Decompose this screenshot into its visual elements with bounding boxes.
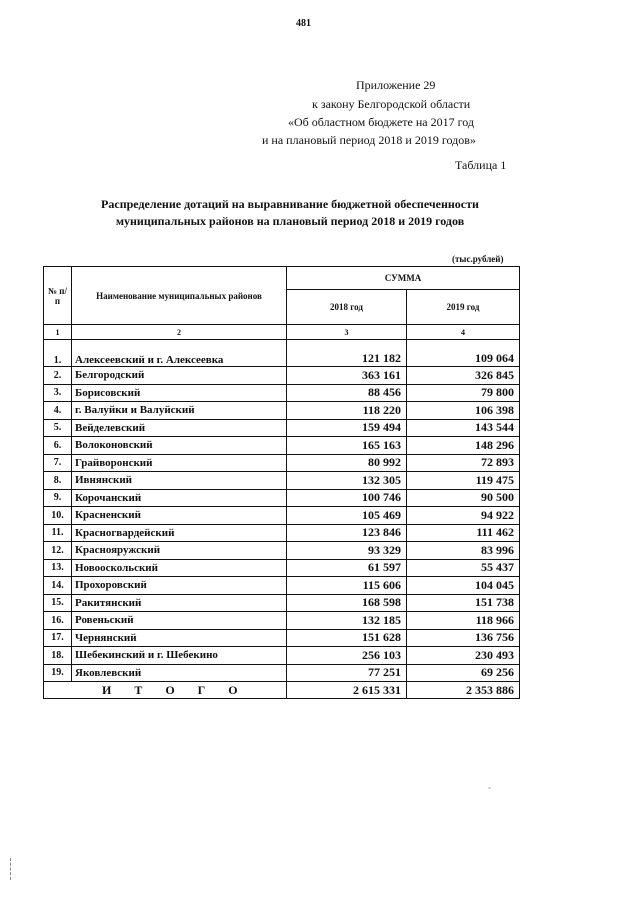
row-number: 14. <box>44 577 72 595</box>
row-district-name: Шебекинский и г. Шебекино <box>72 647 287 665</box>
row-district-name: Красненский <box>72 507 287 525</box>
table-row <box>44 472 520 490</box>
row-value-2019: 104 045 <box>407 577 520 595</box>
table-row <box>44 594 520 612</box>
row-value-2019: 106 398 <box>407 402 520 420</box>
total-row <box>44 682 520 699</box>
column-index: 2 <box>72 325 287 340</box>
row-number: 3. <box>44 384 72 402</box>
table-row <box>44 402 520 420</box>
row-value-2019: 326 845 <box>407 367 520 385</box>
row-value-2019: 118 966 <box>407 612 520 630</box>
row-number: 12. <box>44 542 72 560</box>
appendix-line-3: «Об областном бюджете на 2017 год <box>288 115 474 129</box>
header-year-2019: 2019 год <box>407 290 520 325</box>
row-number: 6. <box>44 437 72 455</box>
header-sum: СУММА <box>287 267 520 290</box>
subsidy-table <box>43 266 520 699</box>
table-row <box>44 437 520 455</box>
table-row <box>44 542 520 560</box>
document-title-line-1: Распределение дотаций на выравнивание бюджетной обеспеченности <box>101 197 479 211</box>
row-district-name: Корочанский <box>72 489 287 507</box>
row-number: 8. <box>44 472 72 490</box>
row-value-2018: 105 469 <box>287 507 407 525</box>
row-value-2018: 100 746 <box>287 489 407 507</box>
table-row <box>44 367 520 385</box>
row-number: 10. <box>44 507 72 525</box>
row-district-name: Чернянский <box>72 629 287 647</box>
row-district-name: Красногвардейский <box>72 524 287 542</box>
row-value-2019: 79 800 <box>407 384 520 402</box>
row-number: 15. <box>44 594 72 612</box>
appendix-line-1: Приложение 29 <box>356 78 436 92</box>
row-value-2019: 69 256 <box>407 664 520 682</box>
header-num: № п/п <box>44 267 72 325</box>
margin-dash <box>10 858 12 880</box>
row-number: 17. <box>44 629 72 647</box>
row-value-2018: 121 182 <box>287 340 407 367</box>
column-index: 1 <box>44 325 72 340</box>
row-number: 7. <box>44 454 72 472</box>
row-value-2019: 143 544 <box>407 419 520 437</box>
row-value-2019: 148 296 <box>407 437 520 455</box>
total-2018: 2 615 331 <box>287 682 407 699</box>
row-value-2018: 123 846 <box>287 524 407 542</box>
row-district-name: Яковлевский <box>72 664 287 682</box>
table-row <box>44 524 520 542</box>
row-value-2019: 55 437 <box>407 559 520 577</box>
table-row <box>44 419 520 437</box>
table-row <box>44 559 520 577</box>
row-value-2018: 165 163 <box>287 437 407 455</box>
table-row <box>44 647 520 665</box>
row-value-2018: 363 161 <box>287 367 407 385</box>
table-row <box>44 340 520 367</box>
row-value-2018: 256 103 <box>287 647 407 665</box>
row-value-2019: 230 493 <box>407 647 520 665</box>
row-number: 11. <box>44 524 72 542</box>
row-value-2019: 94 922 <box>407 507 520 525</box>
row-value-2019: 111 462 <box>407 524 520 542</box>
row-number: 1. <box>44 340 72 367</box>
table-row <box>44 454 520 472</box>
row-value-2019: 151 738 <box>407 594 520 612</box>
row-value-2019: 136 756 <box>407 629 520 647</box>
header-year-2018: 2018 год <box>287 290 407 325</box>
table-label: Таблица 1 <box>455 158 507 172</box>
scan-mark: ˜ <box>488 786 491 796</box>
row-number: 18. <box>44 647 72 665</box>
row-value-2018: 93 329 <box>287 542 407 560</box>
row-value-2018: 168 598 <box>287 594 407 612</box>
column-index-row <box>44 325 520 340</box>
row-district-name: Ровеньский <box>72 612 287 630</box>
table-row <box>44 489 520 507</box>
row-value-2019: 90 500 <box>407 489 520 507</box>
row-value-2018: 88 456 <box>287 384 407 402</box>
column-index: 3 <box>287 325 407 340</box>
table-row <box>44 384 520 402</box>
row-number: 9. <box>44 489 72 507</box>
row-value-2018: 132 185 <box>287 612 407 630</box>
row-district-name: г. Валуйки и Валуйский <box>72 402 287 420</box>
row-district-name: Новооскольский <box>72 559 287 577</box>
document-title <box>80 196 500 230</box>
row-district-name: Вейделевский <box>72 419 287 437</box>
table-header-row <box>44 267 520 290</box>
total-2019: 2 353 886 <box>407 682 520 699</box>
row-value-2019: 109 064 <box>407 340 520 367</box>
table-row <box>44 664 520 682</box>
row-value-2018: 118 220 <box>287 402 407 420</box>
row-value-2019: 72 893 <box>407 454 520 472</box>
header-name: Наименование муниципальных районов <box>72 267 287 325</box>
row-number: 13. <box>44 559 72 577</box>
row-district-name: Прохоровский <box>72 577 287 595</box>
table-row <box>44 629 520 647</box>
row-value-2018: 77 251 <box>287 664 407 682</box>
row-value-2019: 119 475 <box>407 472 520 490</box>
column-index: 4 <box>407 325 520 340</box>
row-value-2018: 159 494 <box>287 419 407 437</box>
row-number: 2. <box>44 367 72 385</box>
row-value-2018: 115 606 <box>287 577 407 595</box>
table-body <box>44 340 520 682</box>
row-district-name: Волоконовский <box>72 437 287 455</box>
total-label: И Т О Г О <box>44 682 287 699</box>
row-district-name: Алексеевский и г. Алексеевка <box>72 340 287 367</box>
row-district-name: Борисовский <box>72 384 287 402</box>
row-value-2018: 80 992 <box>287 454 407 472</box>
row-district-name: Ивнянский <box>72 472 287 490</box>
row-number: 19. <box>44 664 72 682</box>
row-number: 16. <box>44 612 72 630</box>
appendix-line-2: к закону Белгородской области <box>312 97 471 111</box>
row-value-2018: 132 305 <box>287 472 407 490</box>
row-number: 5. <box>44 419 72 437</box>
row-district-name: Краснояружский <box>72 542 287 560</box>
row-district-name: Грайворонский <box>72 454 287 472</box>
table-row <box>44 577 520 595</box>
row-value-2019: 83 996 <box>407 542 520 560</box>
table-row <box>44 507 520 525</box>
page-number: 481 <box>296 18 311 29</box>
document-title-line-2: муниципальных районов на плановый период 2018 и 2019 годов <box>115 214 465 228</box>
units-label: (тыс.рублей) <box>452 254 504 264</box>
row-value-2018: 151 628 <box>287 629 407 647</box>
row-district-name: Белгородский <box>72 367 287 385</box>
row-number: 4. <box>44 402 72 420</box>
table-row <box>44 612 520 630</box>
appendix-line-4: и на плановый период 2018 и 2019 годов» <box>262 133 476 147</box>
row-district-name: Ракитянский <box>72 594 287 612</box>
row-value-2018: 61 597 <box>287 559 407 577</box>
